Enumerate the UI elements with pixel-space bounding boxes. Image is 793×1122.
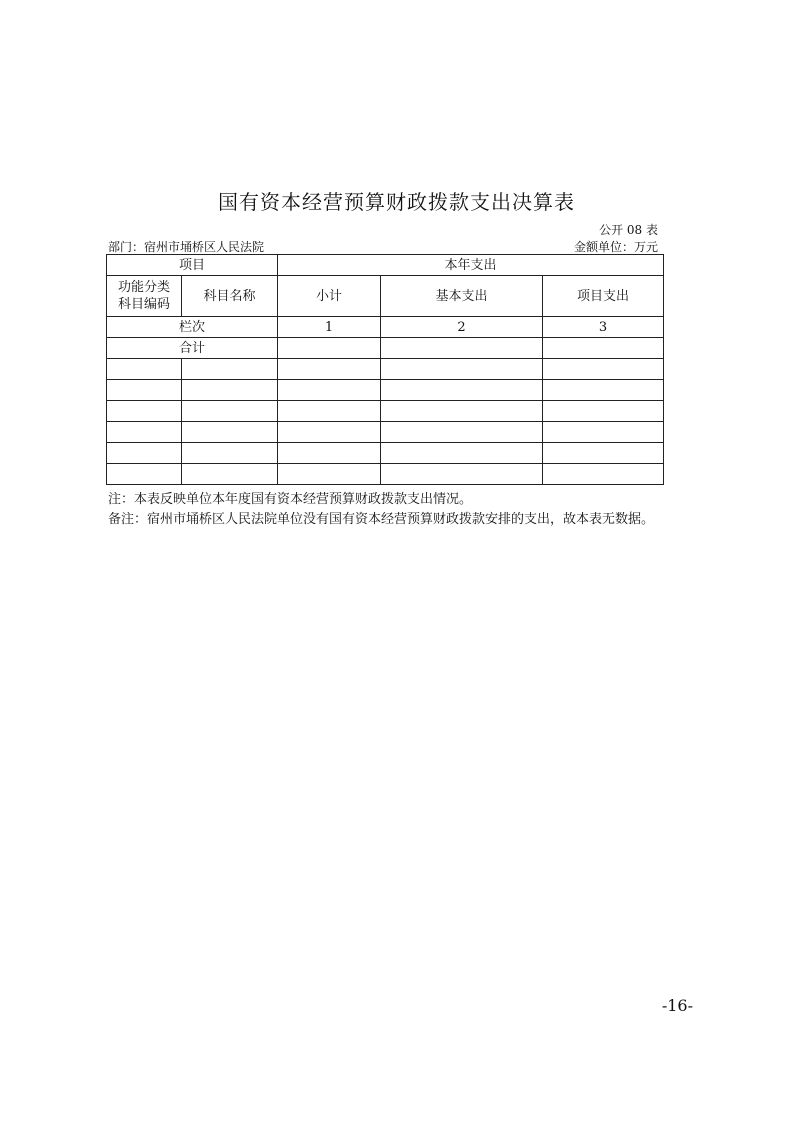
table-row [107, 380, 664, 401]
total-row [107, 338, 664, 359]
table-row [107, 401, 664, 422]
amount-unit-label: 金额单位：万元 [573, 240, 658, 254]
table-subheader-row [107, 276, 664, 317]
page-number: -16- [661, 996, 693, 1015]
total-subtotal [278, 338, 381, 359]
col-project: 项目支出 [543, 276, 664, 317]
column-number-1: 1 [278, 317, 381, 338]
total-basic [381, 338, 543, 359]
col-subtotal: 小计 [278, 276, 381, 317]
column-number-row [107, 317, 664, 338]
notes [108, 490, 668, 530]
total-label: 合计 [107, 338, 278, 359]
expenditure-table [106, 254, 664, 485]
department-label: 部门：宿州市埇桥区人民法院 [108, 240, 265, 254]
header-current-year: 本年支出 [278, 255, 664, 276]
table-row [107, 443, 664, 464]
table-row [107, 359, 664, 380]
column-number-3: 3 [543, 317, 664, 338]
column-number-label: 栏次 [107, 317, 278, 338]
col-function-code: 功能分类 科目编码 [107, 276, 182, 317]
total-project [543, 338, 664, 359]
table-header-row [107, 255, 664, 276]
col-basic: 基本支出 [381, 276, 543, 317]
page-title: 国有资本经营预算财政拨款支出决算表 [218, 190, 575, 214]
table-row [107, 464, 664, 485]
header-project: 项目 [107, 255, 278, 276]
form-code: 公开 08 表 [599, 223, 658, 237]
note-2: 备注：宿州市埇桥区人民法院单位没有国有资本经营预算财政拨款安排的支出，故本表无数据。 [108, 512, 655, 527]
column-number-2: 2 [381, 317, 543, 338]
note-1: 注：本表反映单位本年度国有资本经营预算财政拨款支出情况。 [108, 492, 473, 507]
table-row [107, 422, 664, 443]
col-subject-name: 科目名称 [182, 276, 278, 317]
